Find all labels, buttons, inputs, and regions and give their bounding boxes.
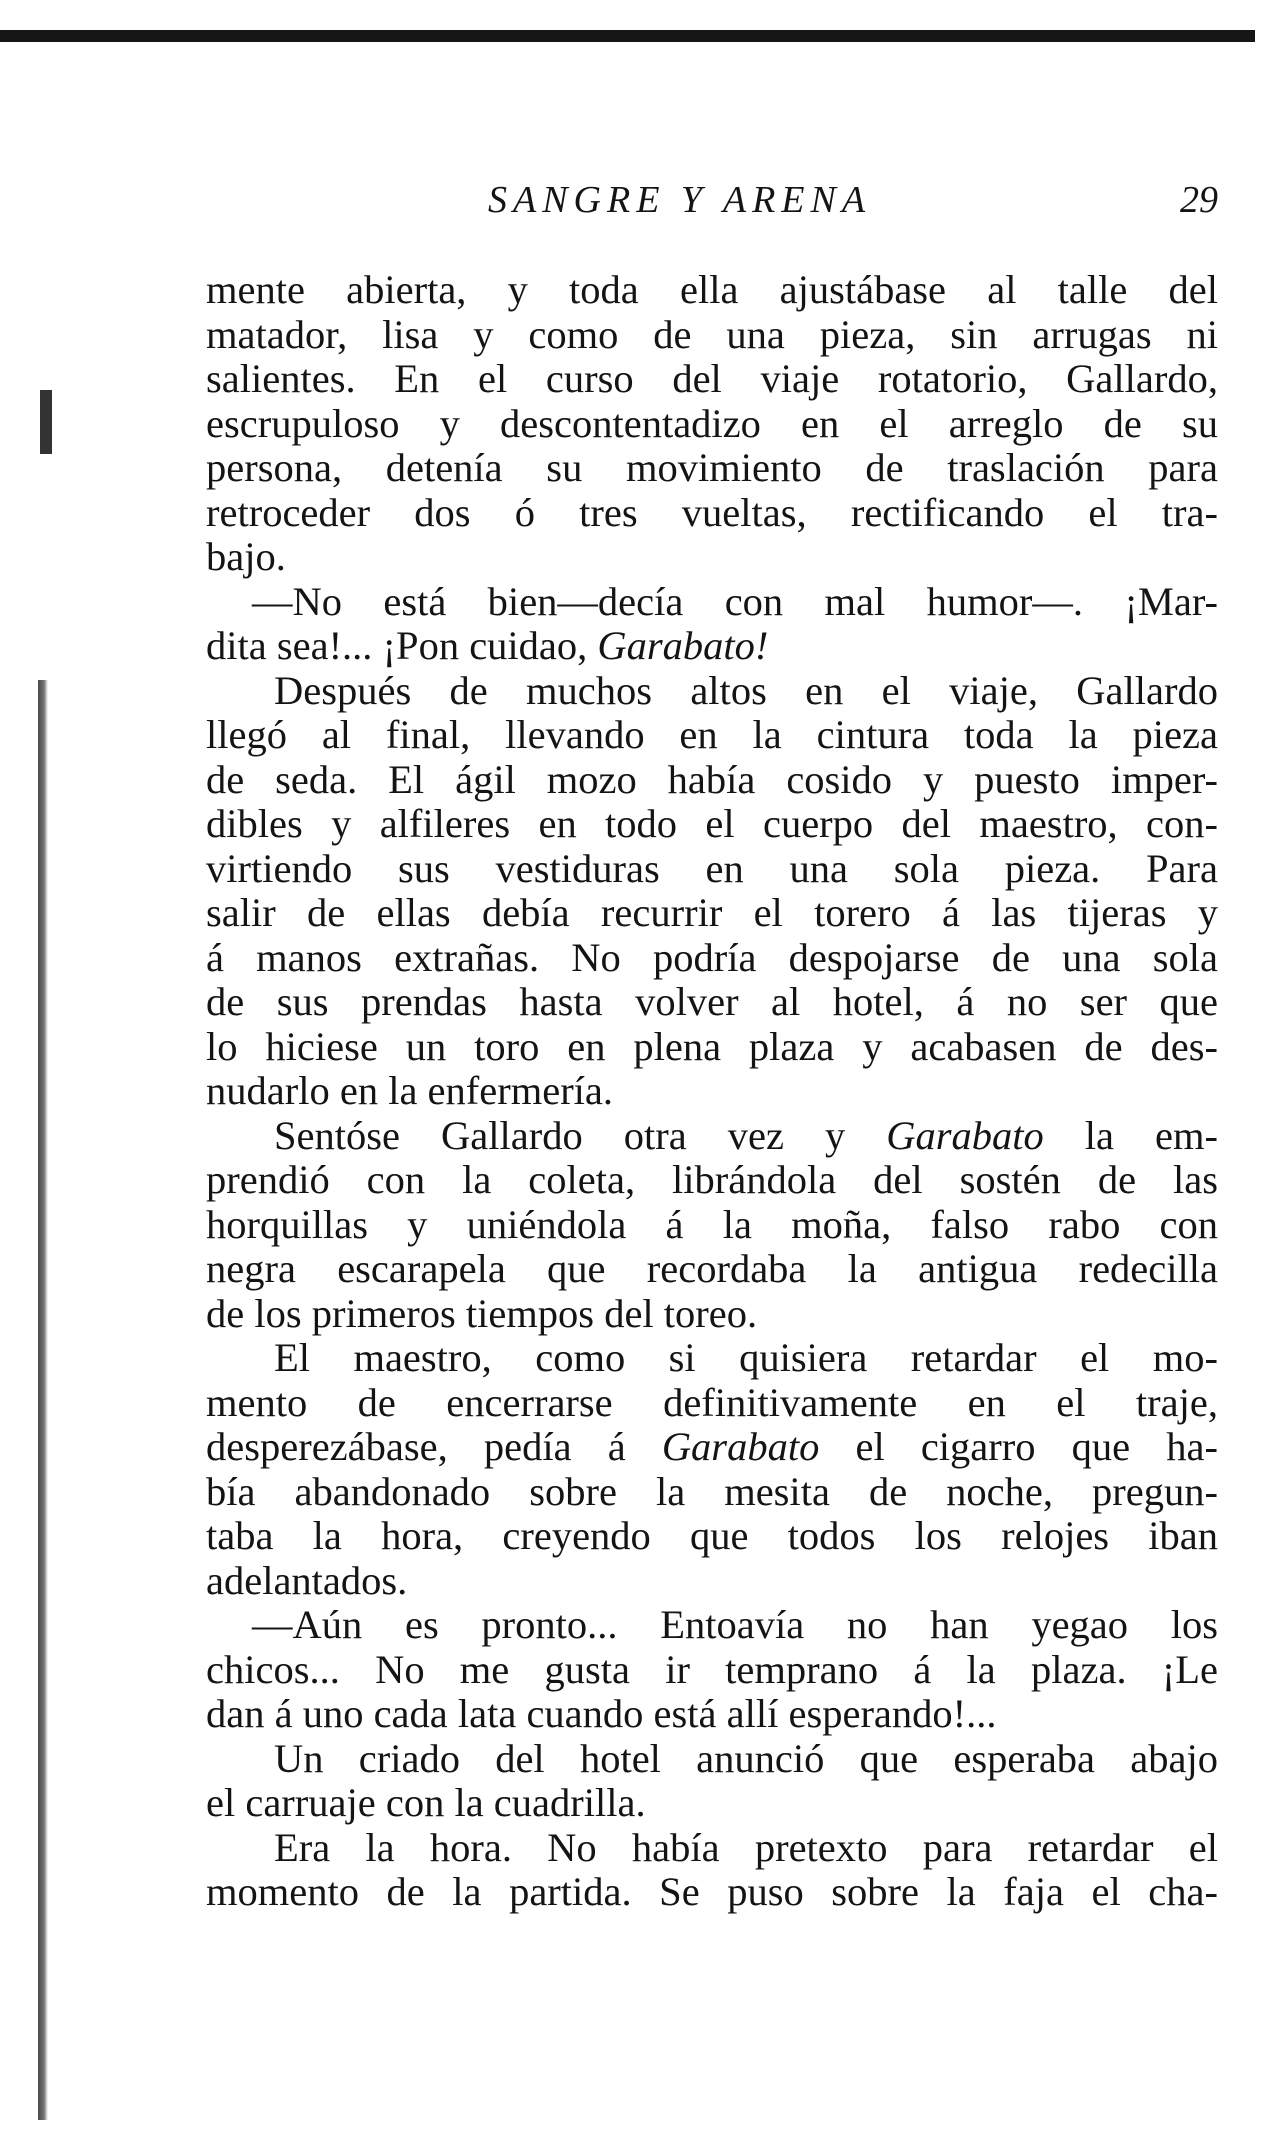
page-header [206, 178, 1218, 228]
text-line [206, 1425, 1218, 1470]
text-line: Era la hora. No había pretexto para retardar el [274, 1824, 1218, 1870]
text-line: mento de encerrarse definitivamente en el traje, [206, 1379, 1218, 1425]
text-line: salir de ellas debía recurrir el torero á las tijeras y [206, 890, 1218, 935]
text-line: —No está bien—decía con mal humor—. ¡Mar- [252, 578, 1218, 624]
text-line: de seda. El ágil mozo había cosido y puesto imper- [206, 756, 1218, 802]
text-line: de sus prendas hasta volver al hotel, á no ser que [206, 979, 1218, 1024]
text-line: prendió con la coleta, librándola del sostén de las [206, 1157, 1218, 1202]
running-title: SANGRE Y ARENA [488, 179, 872, 221]
text-line [206, 624, 1218, 669]
text-line: negra escarapela que recordaba la antigua redecilla [206, 1246, 1218, 1291]
text-line: bía abandonado sobre la mesita de noche, pregun- [206, 1468, 1218, 1514]
text-line: horquillas y uniéndola á la moña, falso rabo con [206, 1201, 1218, 1247]
italic-name: Garabato [661, 1424, 820, 1469]
text-run: el cigarro que ha- [819, 1424, 1218, 1469]
body-text [206, 268, 1218, 1915]
page-number: 29 [1180, 179, 1218, 221]
text-line: adelantados. [206, 1557, 408, 1603]
text-line: de los primeros tiempos del toreo. [206, 1290, 758, 1336]
italic-name: Garabato! [597, 623, 769, 668]
text-line: salientes. En el curso del viaje rotatorio, Gallardo, [206, 356, 1218, 401]
text-line: taba la hora, creyendo que todos los relojes iban [206, 1513, 1218, 1558]
text-line: el carruaje con la cuadrilla. [206, 1780, 646, 1825]
italic-name: Garabato [886, 1112, 1044, 1158]
text-run: desperezábase, pedía á [206, 1424, 662, 1469]
text-line: mente abierta, y toda ella ajustábase al talle del [206, 267, 1218, 312]
top-rule [0, 30, 1255, 42]
gutter-shadow [38, 680, 48, 2120]
text-line: lo hiciese un toro en plena plaza y acabasen de des- [206, 1023, 1218, 1069]
text-line: retroceder dos ó tres vueltas, rectificando el tra- [206, 489, 1218, 535]
text-line: á manos extrañas. No podría despojarse de una sola [206, 934, 1218, 980]
text-line: matador, lisa y como de una pieza, sin arrugas ni [206, 311, 1218, 357]
text-line: dan á uno cada lata cuando está allí esperando!... [206, 1691, 997, 1736]
text-line: Un criado del hotel anunció que esperaba abajo [274, 1735, 1218, 1781]
text-line: llegó al final, llevando en la cintura toda la pieza [206, 712, 1218, 757]
gutter-mark [40, 390, 52, 454]
text-line: dibles y alfileres en todo el cuerpo del maestro, con- [206, 801, 1218, 846]
text-line: nudarlo en la enfermería. [206, 1068, 614, 1113]
text-line: chicos... No me gusta ir temprano á la plaza. ¡Le [206, 1646, 1218, 1692]
text-line: momento de la partida. Se puso sobre la faja el cha- [206, 1869, 1218, 1914]
text-run: Sentóse Gallardo otra vez y [274, 1112, 887, 1158]
text-line: persona, detenía su movimiento de traslación para [206, 445, 1218, 490]
text-line: escrupuloso y descontentadizo en el arreglo de su [206, 400, 1218, 446]
text-line: virtiendo sus vestiduras en una sola pieza. Para [206, 845, 1218, 891]
text-run: dita sea!... ¡Pon cuidao, [206, 623, 598, 668]
text-line [206, 1114, 1218, 1159]
text-line: Después de muchos altos en el viaje, Gallardo [274, 667, 1218, 713]
text-run: la em- [1043, 1112, 1218, 1158]
text-line: —Aún es pronto... Entoavía no han yegao los [252, 1602, 1218, 1647]
text-line: bajo. [206, 534, 286, 579]
text-line: El maestro, como si quisiera retardar el mo- [274, 1335, 1218, 1380]
